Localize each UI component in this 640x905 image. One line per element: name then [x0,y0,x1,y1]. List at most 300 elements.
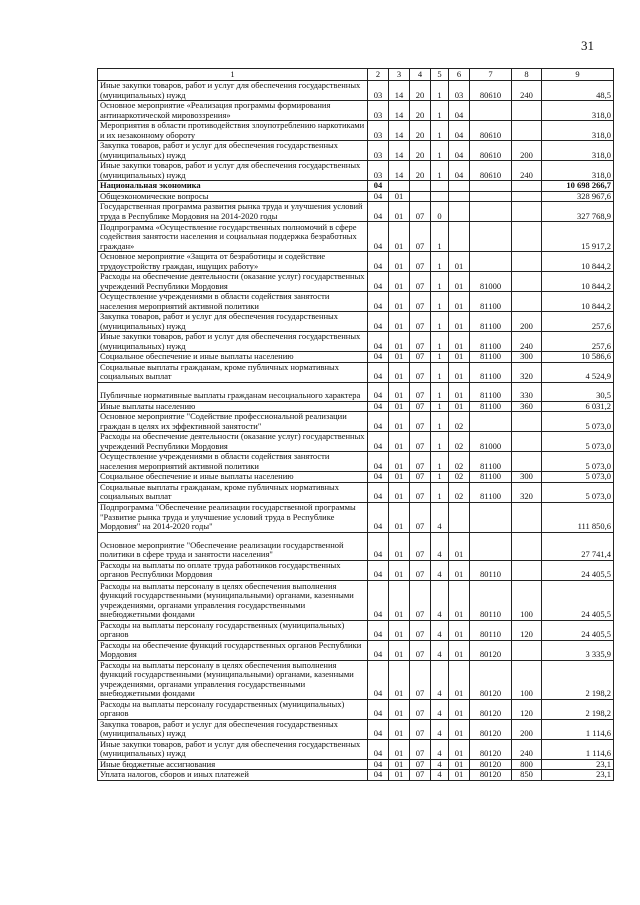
code-cell: 07 [410,482,431,502]
code-cell: 01 [389,560,410,580]
code-cell: 04 [368,770,389,781]
code-cell: 01 [389,640,410,660]
code-cell: 03 [449,81,470,101]
code-cell: 80120 [470,719,512,739]
amount-cell: 30,5 [542,382,614,401]
code-cell: 01 [389,202,410,222]
code-cell: 20 [410,161,431,181]
code-cell: 1 [431,141,449,161]
code-cell: 04 [368,222,389,252]
code-cell [512,121,542,141]
code-cell: 200 [512,719,542,739]
code-cell: 80120 [470,699,512,719]
code-cell: 4 [431,719,449,739]
code-cell: 02 [449,412,470,432]
code-cell: 81000 [470,432,512,452]
code-cell: 04 [368,272,389,292]
code-cell [431,191,449,202]
amount-cell: 257,6 [542,332,614,352]
code-cell: 80120 [470,739,512,759]
code-cell: 120 [512,620,542,640]
code-cell: 01 [389,699,410,719]
column-header: 7 [470,69,512,81]
code-cell [449,191,470,202]
code-cell: 07 [410,739,431,759]
row-name-cell: Осуществление учреждениями в области содействия занятости населения мероприятий активной политики [98,452,368,472]
code-cell: 04 [449,121,470,141]
row-name-cell: Расходы на обеспечение деятельности (оказание услуг) государственных учреждений Республики Мордовия [98,272,368,292]
code-cell: 03 [368,121,389,141]
column-header: 3 [389,69,410,81]
row-name-cell: Основное мероприятие «Реализация программы формирования антинаркотической мировоззрения» [98,101,368,121]
code-cell: 07 [410,401,431,412]
code-cell: 01 [449,699,470,719]
code-cell: 07 [410,580,431,620]
code-cell: 4 [431,580,449,620]
code-cell [449,222,470,252]
row-name-cell: Иные бюджетные ассигнования [98,759,368,770]
column-header: 4 [410,69,431,81]
code-cell: 100 [512,660,542,699]
code-cell: 01 [449,332,470,352]
code-cell: 04 [368,412,389,432]
code-cell [470,502,512,532]
code-cell: 320 [512,362,542,382]
code-cell: 4 [431,560,449,580]
amount-cell: 27 741,4 [542,532,614,560]
code-cell [470,202,512,222]
code-cell: 07 [410,292,431,312]
code-cell: 02 [449,452,470,472]
code-cell: 80120 [470,640,512,660]
table-row [98,502,614,532]
code-cell: 1 [431,81,449,101]
code-cell: 1 [431,362,449,382]
code-cell: 81100 [470,362,512,382]
code-cell [512,412,542,432]
code-cell: 20 [410,81,431,101]
amount-cell: 15 917,2 [542,222,614,252]
amount-cell: 328 967,6 [542,191,614,202]
code-cell: 800 [512,759,542,770]
code-cell: 07 [410,770,431,781]
code-cell: 07 [410,472,431,483]
amount-cell: 5 073,0 [542,452,614,472]
code-cell: 80610 [470,121,512,141]
code-cell: 81100 [470,452,512,472]
code-cell [389,181,410,192]
row-name-cell: Мероприятия в области противодействия злоупотреблению наркотиками и их незаконному обороту [98,121,368,141]
code-cell: 07 [410,382,431,401]
code-cell [410,181,431,192]
table-row [98,312,614,332]
code-cell: 20 [410,101,431,121]
code-cell: 01 [389,472,410,483]
row-name-cell: Иные выплаты населению [98,401,368,412]
code-cell: 04 [368,181,389,192]
code-cell: 14 [389,161,410,181]
row-name-cell: Осуществление учреждениями в области содействия занятости населения мероприятий активной политики [98,292,368,312]
code-cell: 4 [431,532,449,560]
amount-cell: 24 405,5 [542,560,614,580]
row-name-cell: Социальные выплаты гражданам, кроме публичных нормативных социальных выплат [98,482,368,502]
code-cell: 4 [431,770,449,781]
table-row [98,332,614,352]
code-cell: 4 [431,640,449,660]
amount-cell: 2 198,2 [542,699,614,719]
code-cell [470,412,512,432]
code-cell: 01 [449,719,470,739]
code-cell: 07 [410,759,431,770]
amount-cell: 5 073,0 [542,412,614,432]
code-cell: 1 [431,312,449,332]
table-row [98,202,614,222]
row-name-cell: Расходы на выплаты персоналу государственных (муниципальных) органов [98,620,368,640]
code-cell [512,222,542,252]
code-cell: 240 [512,81,542,101]
code-cell [512,452,542,472]
code-cell: 01 [449,401,470,412]
row-name-cell: Расходы на выплаты по оплате труда работников государственных органов Республики Мордовия [98,560,368,580]
code-cell: 03 [368,141,389,161]
code-cell: 14 [389,101,410,121]
code-cell: 14 [389,121,410,141]
column-header: 6 [449,69,470,81]
code-cell: 01 [389,452,410,472]
code-cell: 330 [512,382,542,401]
amount-cell: 111 850,6 [542,502,614,532]
column-header: 8 [512,69,542,81]
code-cell: 240 [512,161,542,181]
code-cell [512,532,542,560]
code-cell: 04 [368,560,389,580]
row-name-cell: Расходы на обеспечение функций государственных органов Республики Мордовия [98,640,368,660]
amount-cell: 318,0 [542,161,614,181]
code-cell: 01 [449,640,470,660]
row-name-cell: Социальные выплаты гражданам, кроме публичных нормативных социальных выплат [98,362,368,382]
row-name-cell: Закупка товаров, работ и услуг для обеспечения государственных (муниципальных) нужд [98,141,368,161]
code-cell [470,101,512,121]
table-row [98,482,614,502]
code-cell: 01 [389,759,410,770]
code-cell: 80110 [470,560,512,580]
code-cell: 04 [368,719,389,739]
amount-cell: 2 198,2 [542,660,614,699]
amount-cell: 5 073,0 [542,472,614,483]
code-cell [449,181,470,192]
code-cell: 1 [431,332,449,352]
code-cell [449,202,470,222]
code-cell: 04 [368,312,389,332]
code-cell: 04 [449,101,470,121]
code-cell: 04 [368,292,389,312]
table-row [98,412,614,432]
code-cell: 81100 [470,472,512,483]
code-cell: 01 [389,312,410,332]
code-cell: 1 [431,222,449,252]
code-cell: 04 [368,660,389,699]
table-row [98,452,614,472]
code-cell: 04 [368,382,389,401]
amount-cell: 23,1 [542,759,614,770]
table-row [98,759,614,770]
table-row [98,352,614,363]
code-cell: 81100 [470,312,512,332]
column-header: 2 [368,69,389,81]
row-name-cell: Иные закупки товаров, работ и услуг для обеспечения государственных (муниципальных) нужд [98,161,368,181]
code-cell: 07 [410,432,431,452]
row-name-cell: Расходы на выплаты персоналу в целях обеспечения выполнения функций государственными (муниципальными) органами, казенными учреждениями, органами управления государственными внебюджетными фондами [98,660,368,699]
code-cell: 04 [368,452,389,472]
code-cell: 80120 [470,660,512,699]
code-cell: 100 [512,580,542,620]
row-name-cell: Расходы на обеспечение деятельности (оказание услуг) государственных учреждений Республики Мордовия [98,432,368,452]
code-cell [410,191,431,202]
code-cell [512,252,542,272]
code-cell: 07 [410,352,431,363]
table-row [98,181,614,192]
code-cell: 03 [368,101,389,121]
code-cell: 04 [368,252,389,272]
amount-cell: 10 844,2 [542,292,614,312]
code-cell: 81100 [470,352,512,363]
code-cell [512,432,542,452]
code-cell: 04 [368,482,389,502]
code-cell: 80610 [470,81,512,101]
code-cell: 81100 [470,382,512,401]
amount-cell: 318,0 [542,141,614,161]
table-row [98,640,614,660]
code-cell: 04 [368,202,389,222]
code-cell [512,560,542,580]
table-row [98,362,614,382]
code-cell: 01 [389,660,410,699]
code-cell: 81100 [470,482,512,502]
table-row [98,81,614,101]
code-cell: 1 [431,292,449,312]
table-row [98,719,614,739]
table-row [98,292,614,312]
code-cell: 01 [449,532,470,560]
amount-cell: 6 031,2 [542,401,614,412]
code-cell: 80120 [470,759,512,770]
code-cell: 300 [512,352,542,363]
code-cell: 01 [389,739,410,759]
table-row [98,699,614,719]
row-name-cell: Иные закупки товаров, работ и услуг для обеспечения государственных (муниципальных) нужд [98,332,368,352]
code-cell: 07 [410,640,431,660]
code-cell: 04 [368,640,389,660]
code-cell: 04 [368,332,389,352]
page-number: 31 [581,38,594,53]
row-name-cell: Иные закупки товаров, работ и услуг для обеспечения государственных (муниципальных) нужд [98,81,368,101]
code-cell: 81000 [470,272,512,292]
code-cell: 04 [368,401,389,412]
row-name-cell: Расходы на выплаты персоналу государственных (муниципальных) органов [98,699,368,719]
code-cell: 01 [389,580,410,620]
code-cell: 07 [410,452,431,472]
code-cell: 80610 [470,161,512,181]
table-row [98,252,614,272]
code-cell: 04 [368,191,389,202]
code-cell: 04 [368,432,389,452]
code-cell: 03 [368,161,389,181]
amount-cell: 318,0 [542,121,614,141]
code-cell [512,272,542,292]
code-cell: 07 [410,719,431,739]
row-name-cell: Основное мероприятие "Содействие профессиональной реализации граждан в целях их эффективной занятости" [98,412,368,432]
amount-cell: 3 335,9 [542,640,614,660]
code-cell: 1 [431,412,449,432]
code-cell: 02 [449,482,470,502]
code-cell: 04 [368,532,389,560]
code-cell: 120 [512,699,542,719]
table-row [98,660,614,699]
table-row [98,161,614,181]
code-cell: 1 [431,472,449,483]
amount-cell: 327 768,9 [542,202,614,222]
row-name-cell: Социальное обеспечение и иные выплаты населению [98,352,368,363]
budget-table [97,68,614,781]
row-name-cell: Публичные нормативные выплаты гражданам несоциального характера [98,382,368,401]
amount-cell: 4 524,9 [542,362,614,382]
code-cell: 01 [389,352,410,363]
code-cell: 01 [389,252,410,272]
code-cell: 01 [389,532,410,560]
row-name-cell: Закупка товаров, работ и услуг для обеспечения государственных (муниципальных) нужд [98,312,368,332]
code-cell: 4 [431,620,449,640]
code-cell: 1 [431,382,449,401]
code-cell: 200 [512,141,542,161]
code-cell: 14 [389,141,410,161]
amount-cell: 24 405,5 [542,620,614,640]
code-cell: 04 [368,502,389,532]
code-cell [512,181,542,192]
amount-cell: 10 698 266,7 [542,181,614,192]
code-cell: 07 [410,660,431,699]
code-cell: 01 [389,412,410,432]
code-cell: 4 [431,739,449,759]
code-cell: 07 [410,312,431,332]
code-cell: 07 [410,532,431,560]
code-cell: 07 [410,272,431,292]
code-cell: 20 [410,141,431,161]
code-cell: 1 [431,101,449,121]
code-cell: 01 [449,352,470,363]
code-cell: 07 [410,252,431,272]
code-cell: 01 [449,252,470,272]
code-cell: 1 [431,252,449,272]
code-cell: 02 [449,432,470,452]
code-cell: 240 [512,332,542,352]
code-cell: 81100 [470,292,512,312]
row-name-cell: Иные закупки товаров, работ и услуг для обеспечения государственных (муниципальных) нужд [98,739,368,759]
table-row [98,272,614,292]
code-cell: 320 [512,482,542,502]
code-cell: 1 [431,401,449,412]
code-cell: 81100 [470,401,512,412]
code-cell: 01 [389,191,410,202]
table-row [98,121,614,141]
code-cell: 1 [431,121,449,141]
amount-cell: 5 073,0 [542,432,614,452]
code-cell: 850 [512,770,542,781]
amount-cell: 1 114,6 [542,719,614,739]
amount-cell: 10 844,2 [542,272,614,292]
code-cell [512,101,542,121]
code-cell: 01 [389,292,410,312]
code-cell: 04 [368,620,389,640]
code-cell: 01 [389,620,410,640]
code-cell: 80110 [470,580,512,620]
code-cell: 20 [410,121,431,141]
code-cell: 1 [431,482,449,502]
amount-cell: 1 114,6 [542,739,614,759]
code-cell: 04 [368,472,389,483]
code-cell [470,252,512,272]
code-cell: 01 [449,739,470,759]
code-cell: 01 [449,560,470,580]
code-cell: 04 [368,352,389,363]
code-cell: 80610 [470,141,512,161]
column-header: 5 [431,69,449,81]
code-cell: 04 [449,161,470,181]
code-cell: 4 [431,502,449,532]
code-cell: 1 [431,161,449,181]
table-row [98,101,614,121]
code-cell [512,292,542,312]
code-cell: 01 [389,482,410,502]
amount-cell: 5 073,0 [542,482,614,502]
table-row [98,739,614,759]
code-cell: 01 [389,770,410,781]
table-row [98,191,614,202]
table-row [98,222,614,252]
table-row [98,141,614,161]
table-row [98,620,614,640]
column-header: 1 [98,69,368,81]
code-cell: 07 [410,222,431,252]
table-row [98,382,614,401]
code-cell: 04 [368,699,389,719]
code-cell: 01 [449,660,470,699]
code-cell [470,181,512,192]
code-cell: 01 [389,719,410,739]
row-name-cell: Национальная экономика [98,181,368,192]
code-cell [512,502,542,532]
code-cell: 81100 [470,332,512,352]
code-cell: 200 [512,312,542,332]
code-cell [470,532,512,560]
code-cell: 14 [389,81,410,101]
row-name-cell: Расходы на выплаты персоналу в целях обеспечения выполнения функций государственными (муниципальными) органами, казенными учреждениями, органами управления государственными внебюджетными фондами [98,580,368,620]
amount-cell: 23,1 [542,770,614,781]
code-cell: 07 [410,362,431,382]
code-cell: 1 [431,272,449,292]
code-cell: 01 [389,332,410,352]
code-cell: 02 [449,472,470,483]
code-cell: 07 [410,412,431,432]
row-name-cell: Закупка товаров, работ и услуг для обеспечения государственных (муниципальных) нужд [98,719,368,739]
code-cell: 80110 [470,620,512,640]
code-cell: 01 [389,401,410,412]
row-name-cell: Подпрограмма «Осуществление государственных полномочий в сфере содействия занятости населения и социальная поддержка безработных граждан» [98,222,368,252]
code-cell: 07 [410,620,431,640]
code-cell: 240 [512,739,542,759]
table-row [98,432,614,452]
row-name-cell: Подпрограмма "Обеспечение реализации государственной программы "Развитие рынка труда и улучшение условий труда в Республике Мордовия" на 2014-2020 годы" [98,502,368,532]
code-cell: 4 [431,699,449,719]
